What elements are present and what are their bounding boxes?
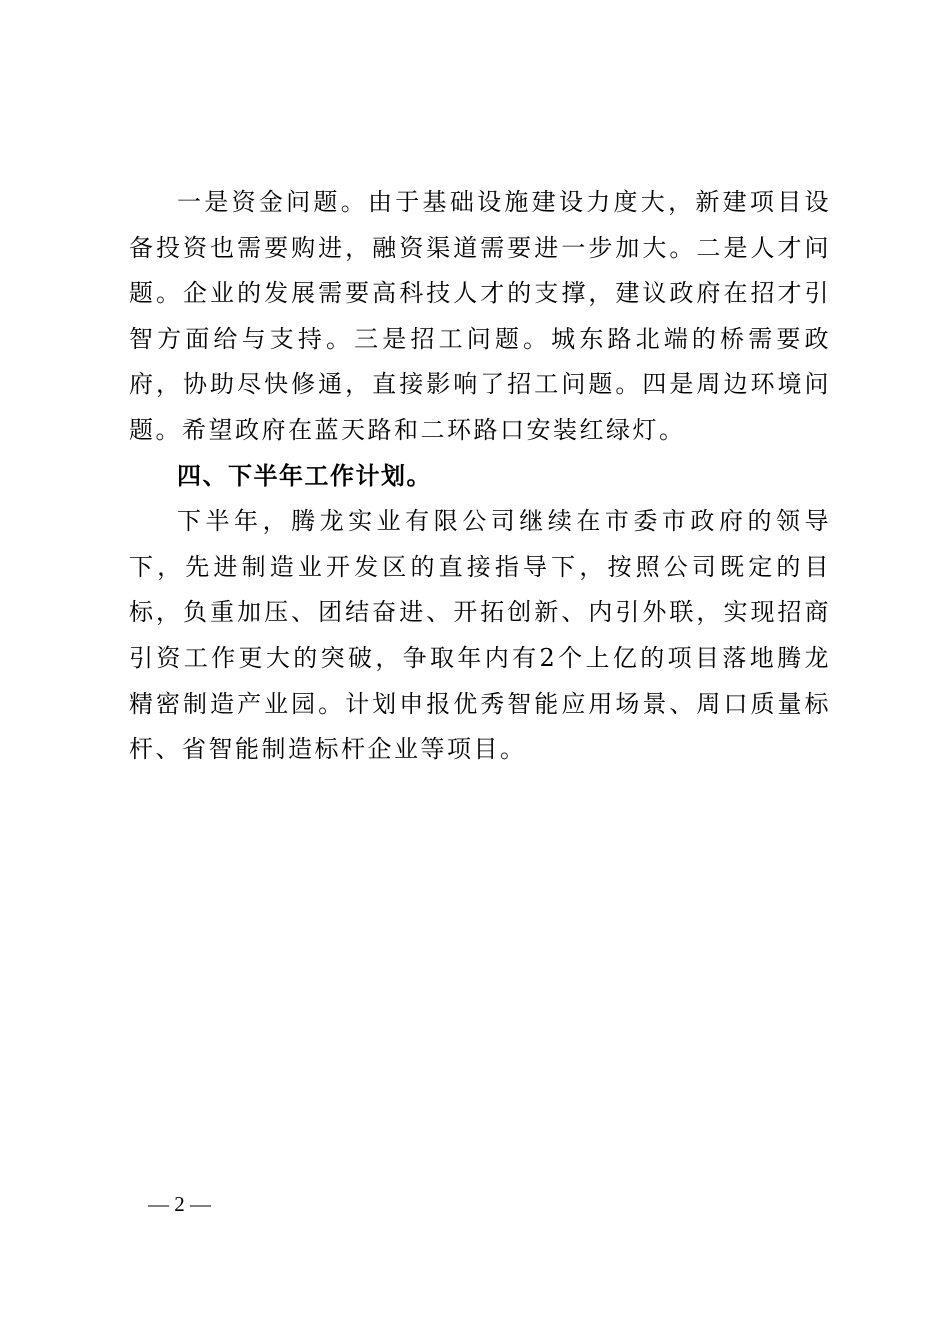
issues-paragraph: 一是资金问题。由于基础设施建设力度大，新建项目设备投资也需要购进，融资渠道需要进一步加大。二是人才问题。企业的发展需要高科技人才的支撑，建议政府在招才引智方面给与支持。三是招工问题。城东路北端的桥需要政府，协助尽快修通，直接影响了招工问题。四是周边环境问题。希望政府在蓝天路和二环路口安装红绿灯。 (129, 188, 831, 444)
section-heading: 四、下半年工作计划。 (177, 461, 432, 490)
page-number: — 2 — (148, 1192, 211, 1216)
plan-paragraph: 下半年，腾龙实业有限公司继续在市委市政府的领导下，先进制造业开发区的直接指导下，按照公司既定的目标，负重加压、团结奋进、开拓创新、内引外联，实现招商引资工作更大的突破，争取年内有2个上亿的项目落地腾龙精密制造产业园。计划申报优秀智能应用场景、周口质量标杆、省智能制造标杆企业等项目。 (129, 507, 831, 764)
document-body (129, 180, 831, 773)
